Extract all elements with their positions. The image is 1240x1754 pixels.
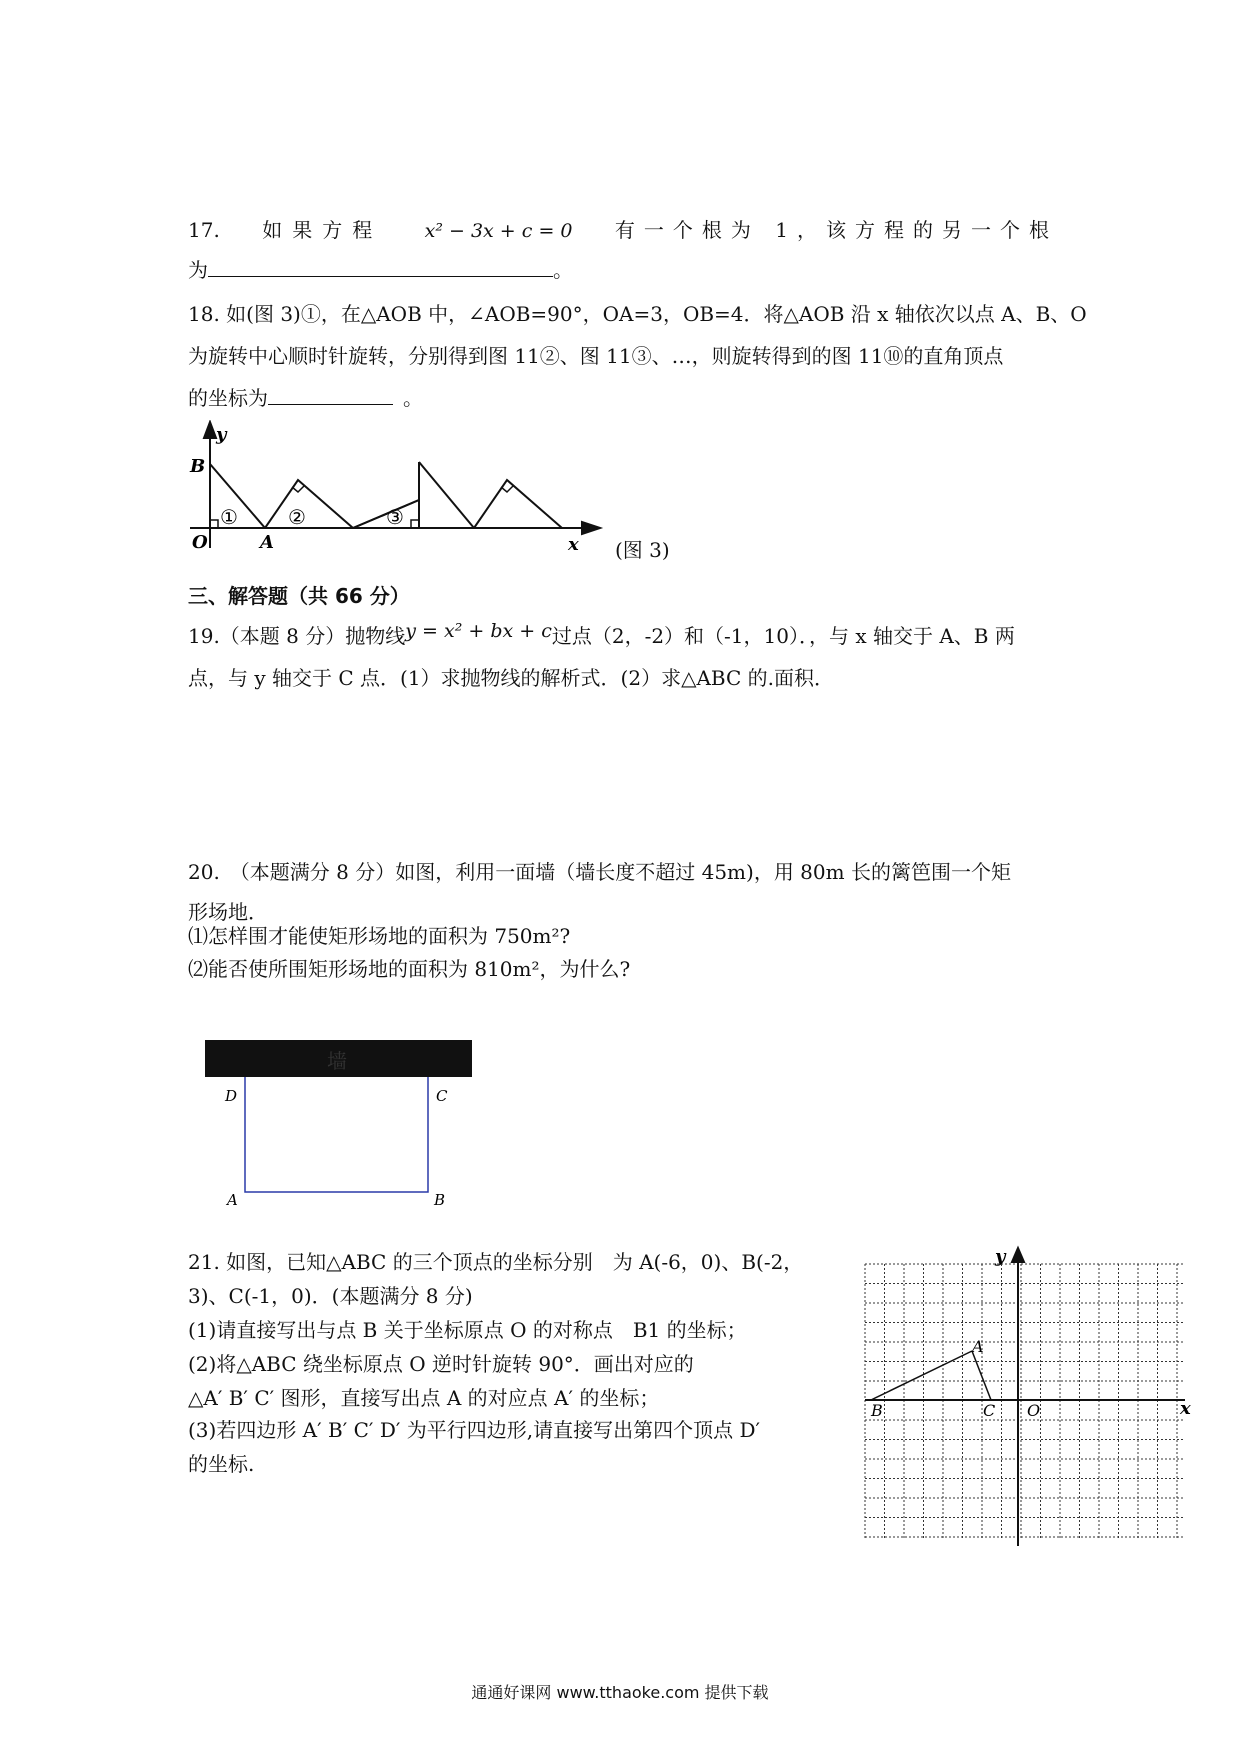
q19-line2: 点，与 y 轴交于 C 点．(1）求抛物线的解析式．(2）求△ABC 的.面积． [188,666,834,690]
q21-line7: 的坐标. [188,1452,255,1476]
q20-label-a: A [227,1191,238,1209]
q17-answer-blank[interactable] [208,258,553,277]
fig3-x-arrow [582,522,600,534]
q21-label-y: y [995,1246,1006,1267]
q20-label-c: C [436,1087,448,1105]
fig3-y-arrow [204,422,216,438]
section-title: 三、解答题（共 66 分） [188,584,410,608]
fig3-right-angle-1 [210,520,218,528]
fig3-number-1: ① [220,505,238,529]
q17-number: 17. [188,218,220,242]
fig3-right-angle-3 [411,520,419,528]
q21-label-x: x [1180,1398,1191,1419]
q21-label-a: A [972,1337,984,1356]
q21-line6: (3)若四边形 A′ B′ C′ D′ 为平行四边形,请直接写出第四个顶点 D′ [188,1418,761,1442]
q17-post: 有一个根为 1，该方程的另一个根 [614,218,1058,242]
fig3-label-x: x [568,534,579,555]
q17-line2 [188,258,573,282]
q21-label-o: O [1027,1401,1041,1420]
q21-grid [865,1264,1185,1540]
q21-label-b: B [871,1401,883,1420]
figure-3 [180,420,680,560]
q19-line1 [188,620,1015,649]
q20-figure [205,1040,495,1210]
q18-line3 [188,386,423,410]
q18-line3-pre: 的坐标为 [188,386,268,410]
q18-line1: 18. 如(图 3)①，在△AOB 中，∠AOB=90°，OA=3，OB=4．将△AOB 沿 x 轴依次以点 A、B、O [188,302,1087,326]
q20-line4: ⑵能否使所围矩形场地的面积为 810m²，为什么? [188,957,631,981]
q17-pre: 如果方程 [262,218,383,242]
q18-line3-end: 。 [403,386,423,410]
fig3-label-o: O [192,532,208,553]
q19-post: 过点（2，-2）和（-1，10）．，与 x 轴交于 A、B 两 [551,624,1015,648]
q20-wall-label: 墙 [327,1049,347,1073]
fig3-caption: (图 3) [615,538,670,562]
fig3-label-y: y [216,424,227,445]
fig3-number-2: ② [288,505,306,529]
q17-equation: x² − 3x + c = 0 [424,220,573,242]
q20-line1: 20. （本题满分 8 分）如图，利用一面墙（墙长度不超过 45m)，用 80m 长的篱笆围一个矩 [188,860,1011,884]
fig3-label-b: B [190,456,206,477]
q21-line1: 21. 如图，已知△ABC 的三个顶点的坐标分别 为 A(-6，0)、B(-2， [188,1250,804,1274]
q20-label-d: D [225,1087,238,1105]
q19-pre: 19.（本题 8 分）抛物线 [188,624,406,648]
fig3-number-3: ③ [386,505,404,529]
q20-fence-rectangle [245,1077,428,1192]
fig3-triangle-5 [474,480,562,528]
q17-line2-end: 。 [553,258,573,282]
q18-line2: 为旋转中心顺时针旋转，分别得到图 11②、图 11③、…，则旋转得到的图 11⑩的直角顶点 [188,344,1004,368]
q21-line2: 3)、C(-1，0)．(本题满分 8 分) [188,1284,473,1308]
fig3-triangle-4 [419,462,474,528]
q21-side-ba [871,1351,972,1400]
fig3-label-a: A [260,532,274,553]
q21-grid-figure [855,1236,1220,1556]
q20-label-b: B [434,1191,446,1209]
q20-line3: ⑴怎样围才能使矩形场地的面积为 750m²? [188,924,571,948]
q21-label-c: C [983,1401,996,1420]
q19-equation: y = x² + bx + c [405,620,552,642]
q21-line3: (1)请直接写出与点 B 关于坐标原点 O 的对称点 B1 的坐标； [188,1318,747,1342]
q17-line2-pre: 为 [188,258,208,282]
q21-line5: △A′ B′ C′ 图形，直接写出点 A 的对应点 A′ 的坐标； [188,1386,660,1410]
fig3-triangle-2 [265,480,353,528]
q17-line1 [188,218,1058,243]
q21-y-arrow [1012,1248,1024,1262]
q21-line4: (2)将△ABC 绕坐标原点 O 逆时针旋转 90°．画出对应的 [188,1352,694,1376]
footer: 通通好课网 www.tthaoke.com 提供下载 [471,1683,769,1702]
q20-line2: 形场地． [188,900,268,924]
q18-answer-blank[interactable] [268,386,393,405]
